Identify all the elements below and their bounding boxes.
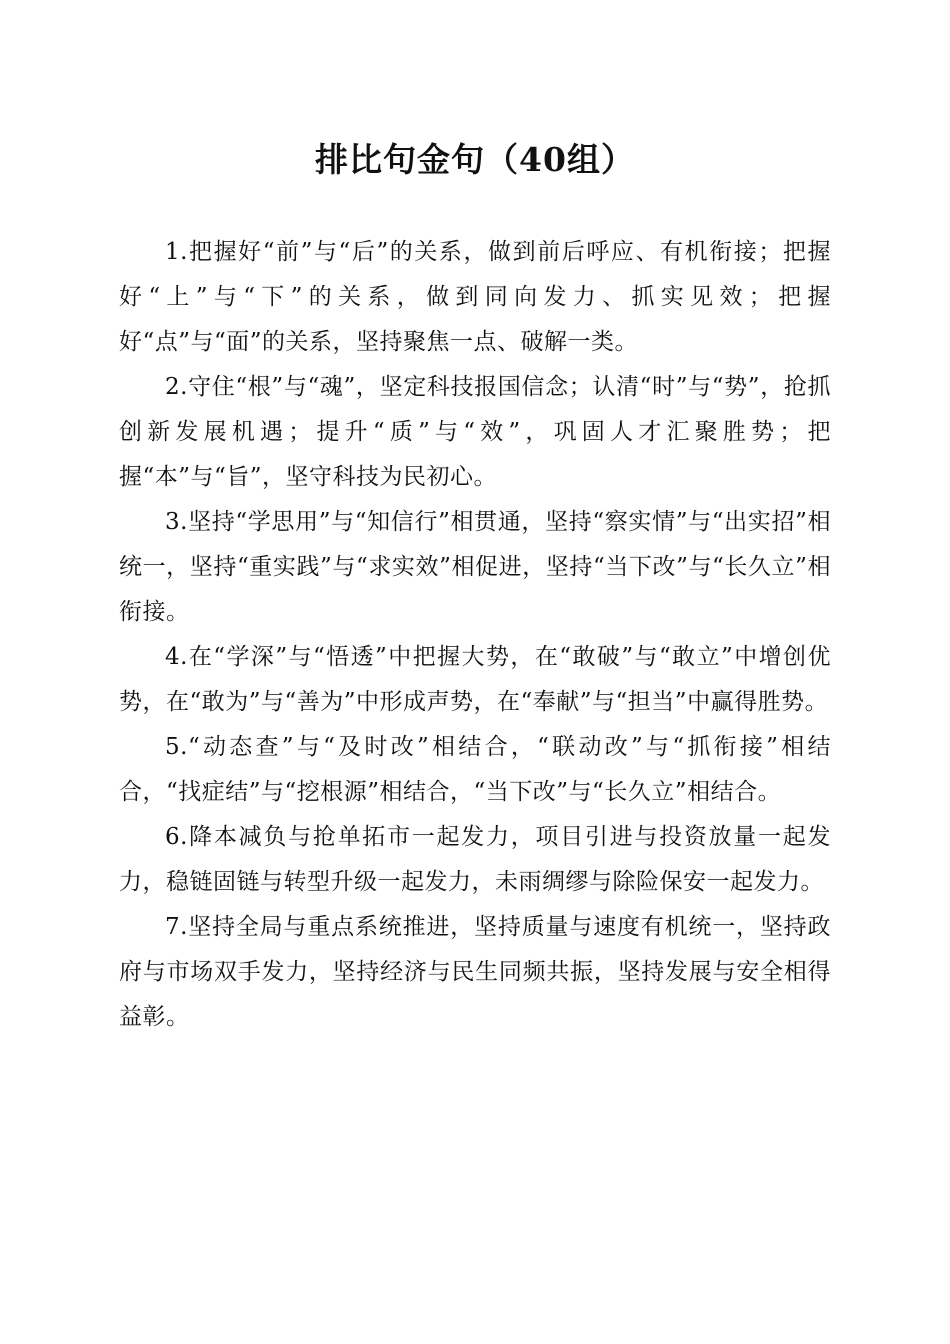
paragraph-7: 7.坚持全局与重点系统推进，坚持质量与速度有机统一，坚持政府与市场双手发力，坚持经济与民生同频共振，坚持发展与安全相得益彰。 xyxy=(119,914,831,1030)
paragraph-5: 5.“动态查”与“及时改”相结合，“联动改”与“抓衔接”相结合，“找症结”与“挖根源”相结合，“当下改”与“长久立”相结合。 xyxy=(119,734,831,805)
paragraph-6: 6.降本减负与抢单拓市一起发力，项目引进与投资放量一起发力，稳链固链与转型升级一起发力，未雨绸缪与除险保安一起发力。 xyxy=(119,824,831,895)
paragraph-4: 4.在“学深”与“悟透”中把握大势，在“敢破”与“敢立”中增创优势，在“敢为”与“善为”中形成声势，在“奉献”与“担当”中赢得胜势。 xyxy=(119,644,831,715)
paragraph-1: 1.把握好“前”与“后”的关系，做到前后呼应、有机衔接；把握好“上”与“下”的关系，做到同向发力、抓实见效；把握好“点”与“面”的关系，坚持聚焦一点、破解一类。 xyxy=(119,239,831,355)
document-body xyxy=(119,230,831,1040)
paragraph-2: 2.守住“根”与“魂”，坚定科技报国信念；认清“时”与“势”，抢抓创新发展机遇；提升“质”与“效”，巩固人才汇聚胜势；把握“本”与“旨”，坚守科技为民初心。 xyxy=(119,374,831,490)
paragraph-3: 3.坚持“学思用”与“知信行”相贯通，坚持“察实情”与“出实招”相统一，坚持“重实践”与“求实效”相促进，坚持“当下改”与“长久立”相衔接。 xyxy=(119,509,831,625)
document-title: 排比句金句（40组） xyxy=(315,140,635,179)
